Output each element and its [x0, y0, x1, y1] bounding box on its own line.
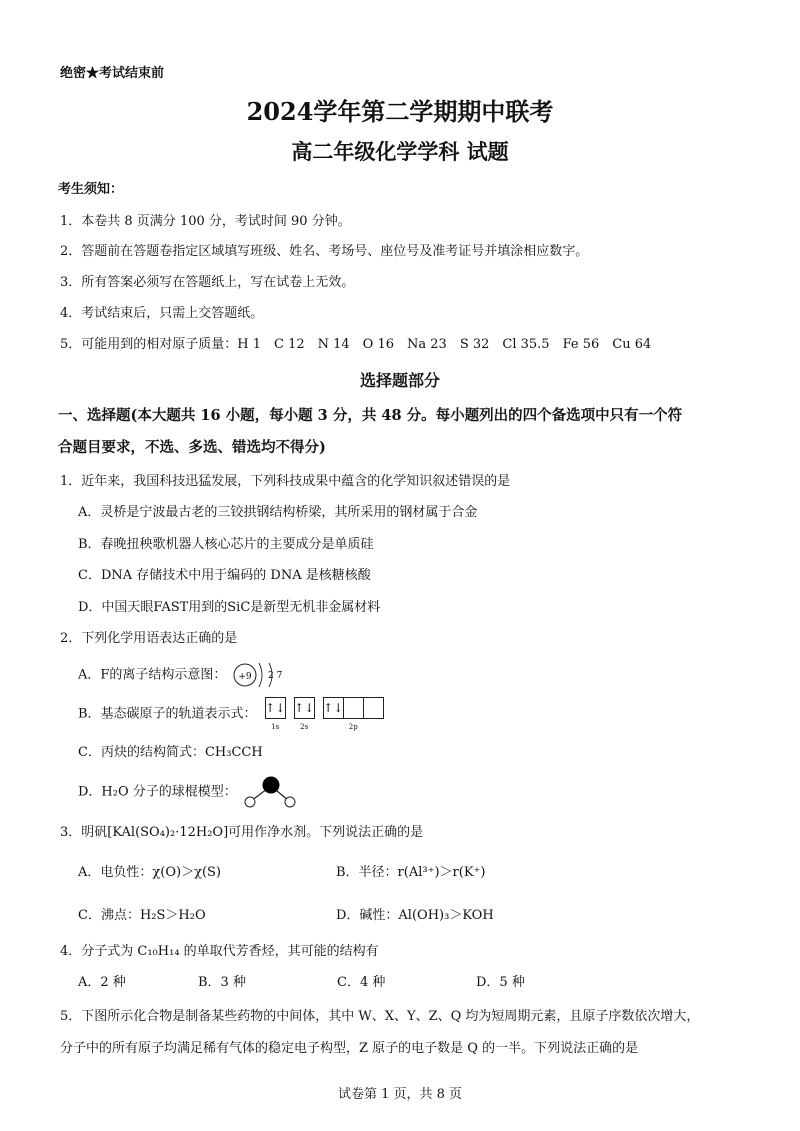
notice-item: 2．答题前在答题卷指定区域填写班级、姓名、考场号、座位号及准考证号并填涂相应数字。 [60, 244, 589, 259]
q3-option-c: C．沸点：H₂S＞H₂O [78, 908, 206, 923]
q5-stem-cont: 分子中的所有原子均满足稀有气体的稳定电子构型，Z 原子的电子数是 Q 的一半。下列说法正确的是 [60, 1041, 639, 1056]
orbital-1s [265, 697, 286, 731]
exam-title: 2024学年第二学期期中联考 [246, 97, 554, 126]
q4-option-a: A．2 种 [78, 975, 126, 990]
q1-stem: 1．近年来，我国科技迅猛发展，下列科技成果中蕴含的化学知识叙述错误的是 [60, 474, 511, 489]
orbital-2p [323, 697, 384, 731]
orbital-label: 2s [300, 723, 309, 731]
q2-option-b [78, 697, 392, 731]
nucleus-charge: +9 [237, 672, 252, 682]
q1-option-c: C．DNA 存储技术中用于编码的 DNA 是核糖核酸 [78, 568, 371, 583]
q1-option-b: B．春晚扭秧歌机器人核心芯片的主要成分是单质硅 [78, 537, 374, 552]
orbital-box [344, 698, 364, 718]
orbital-box: ↑↓ [294, 701, 315, 715]
orbital-label: 1s [271, 723, 280, 731]
orbital-2s [294, 697, 315, 731]
q2-option-c: C．丙炔的结构简式：CH₃CCH [78, 745, 263, 760]
q2-option-b-text: B．基态碳原子的轨道表示式： [78, 706, 257, 722]
q2-stem: 2．下列化学用语表达正确的是 [60, 631, 238, 646]
q3-option-d: D．碱性：Al(OH)₃＞KOH [336, 908, 494, 923]
orbital-diagram [265, 697, 392, 731]
q3-option-a: A．电负性：χ(O)＞χ(S) [78, 865, 221, 880]
orbital-box: ↑↓ [324, 698, 344, 718]
page-footer: 试卷第 1 页，共 8 页 [337, 1087, 463, 1102]
q2-option-d-text: D．H₂O 分子的球棍模型： [78, 784, 237, 800]
q2-option-a [78, 658, 291, 692]
orbital-box [364, 698, 383, 718]
notice-item: 4．考试结束后，只需上交答题纸。 [60, 306, 264, 321]
orbital-box: ↑↓ [265, 701, 286, 715]
q2-option-a-text: A．F的离子结构示意图： [78, 667, 227, 683]
part1-instructions: 一、选择题(本大题共 16 小题，每小题 3 分，共 48 分。每小题列出的四个备选项中只有一个符 [58, 407, 683, 424]
q5-stem: 5．下图所示化合物是制备某些药物的中间体，其中 W、X、Y、Z、Q 均为短周期元素，且原子序数依次增大， [60, 1009, 700, 1024]
q4-stem: 4．分子式为 C₁₀H₁₄ 的单取代芳香烃，其可能的结构有 [60, 944, 379, 959]
notice-item: 3．所有答案必须写在答题纸上，写在试卷上无效。 [60, 275, 355, 290]
q1-option-a: A．灵桥是宁波最古老的三铰拱钢结构桥梁，其所采用的钢材属于合金 [78, 505, 478, 520]
q3-stem-post: 可用作净水剂。下列说法正确的是 [228, 825, 424, 840]
confidential-mark: 绝密★考试结束前 [60, 66, 165, 81]
q3-option-b: B．半径：r(Al³⁺)＞r(K⁺) [336, 865, 486, 880]
notice-title: 考生须知： [58, 182, 124, 197]
electron-shells: 2 7 [267, 671, 282, 681]
exam-subtitle: 高二年级化学学科 试题 [291, 139, 509, 164]
orbital-label: 2p [348, 723, 358, 731]
q3-stem-pre: 3．明矾 [60, 825, 108, 840]
q2-option-d [78, 775, 301, 809]
notice-item: 5．可能用到的相对原子质量：H 1 C 12 N 14 O 16 Na 23 S 32 Cl 35.5 Fe 56 Cu 64 [60, 337, 652, 352]
notice-item: 1．本卷共 8 页满分 100 分，考试时间 90 分钟。 [60, 214, 351, 229]
q3-stem [60, 821, 423, 840]
q4-option-d: D．5 种 [476, 975, 525, 990]
ball-stick-model-icon [241, 775, 301, 809]
section-title: 选择题部分 [359, 371, 440, 390]
q4-option-b: B．3 种 [198, 975, 246, 990]
ion-structure-icon [231, 658, 291, 692]
part1-instructions-cont: 合题目要求，不选、多选、错选均不得分) [58, 439, 326, 456]
q1-option-d: D．中国天眼FAST用到的SiC是新型无机非金属材料 [78, 600, 381, 615]
q4-option-c: C．4 种 [337, 975, 386, 990]
alum-formula: [KAl(SO₄)₂·12H₂O] [107, 825, 229, 840]
